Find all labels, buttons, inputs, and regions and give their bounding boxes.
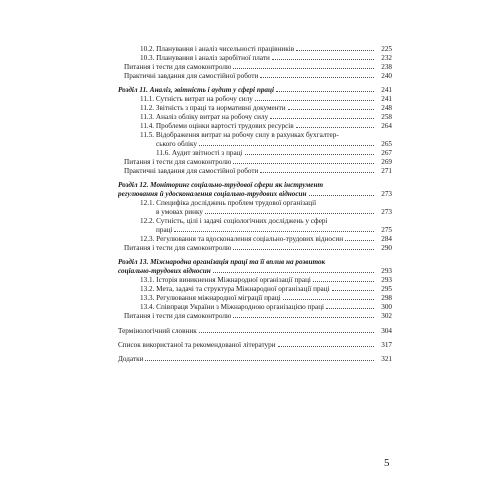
toc-entry-title: праці bbox=[156, 226, 173, 234]
toc-entry-title: Практичні завдання для самостійної роботи bbox=[124, 72, 259, 80]
dot-leader bbox=[272, 59, 374, 60]
toc-entry bbox=[140, 54, 392, 62]
dot-leader bbox=[332, 290, 374, 291]
toc-entry bbox=[140, 45, 392, 53]
toc-entry-title: 11.2. Звітність з праці та нормативні документи bbox=[140, 104, 286, 112]
dot-leader bbox=[174, 231, 374, 232]
toc-entry bbox=[124, 312, 392, 320]
toc-entry-title: Питання і тести для самоконтролю bbox=[124, 244, 232, 252]
toc-entry-title: Практичні завдання для самостійної роботи bbox=[124, 167, 259, 175]
toc-entry-page: 271 bbox=[381, 167, 392, 175]
toc-entry bbox=[140, 199, 392, 207]
toc-entry-title: соціально-трудових відносин bbox=[118, 267, 211, 275]
dot-leader bbox=[233, 317, 374, 318]
dot-leader bbox=[145, 360, 374, 361]
dot-leader bbox=[199, 145, 374, 146]
toc-entry-title: Питання і тести для самоконтролю bbox=[124, 158, 232, 166]
dot-leader bbox=[326, 308, 374, 309]
toc-entry-title: 11.3. Аналіз обліку витрат на робочу силу bbox=[140, 113, 269, 121]
toc-entry-page: 275 bbox=[381, 226, 392, 234]
toc-entry-page: 300 bbox=[381, 303, 392, 311]
dot-leader bbox=[260, 77, 374, 78]
toc-entry-page: 293 bbox=[381, 267, 392, 275]
toc-entry-page: 317 bbox=[381, 341, 392, 349]
toc-entry-title: 13.2. Мета, задачі та структура Міжнародної організації праці bbox=[140, 285, 330, 293]
dot-leader bbox=[313, 281, 374, 282]
toc-entry-title: Розділ 13. Міжнародна організація праці та її вплив на розвиток bbox=[118, 258, 326, 266]
toc-entry-title: Питання і тести для самоконтролю bbox=[124, 63, 232, 71]
toc-entry bbox=[118, 355, 392, 363]
toc-entry bbox=[124, 63, 392, 71]
toc-entry-page: 265 bbox=[381, 140, 392, 148]
toc-entry-title: 10.2. Планування і аналіз чисельності працівників bbox=[140, 45, 295, 53]
toc-entry bbox=[156, 140, 392, 148]
dot-leader bbox=[309, 195, 374, 196]
toc-entry bbox=[140, 294, 392, 302]
toc-entry-page: 304 bbox=[381, 327, 392, 335]
toc-entry-page: 295 bbox=[381, 285, 392, 293]
toc-entry-title: 12.1. Специфіка досліджень проблем трудової організації bbox=[140, 199, 317, 207]
toc-entry bbox=[156, 149, 392, 157]
toc-entry-page: 241 bbox=[381, 95, 392, 103]
toc-entry bbox=[118, 190, 392, 198]
dot-leader bbox=[260, 172, 374, 173]
toc-entry-title: 13.4. Співпраця України з Міжнародною організацією праці bbox=[140, 303, 325, 311]
toc-entry-title: регулювання й удосконалення соціально-трудових відносин bbox=[118, 190, 307, 198]
dot-leader bbox=[278, 346, 374, 347]
toc-entry bbox=[140, 217, 392, 225]
dot-leader bbox=[296, 127, 374, 128]
toc-entry-title: 13.3. Регулювання міжнародної міграції праці bbox=[140, 294, 281, 302]
toc-entry bbox=[118, 267, 392, 275]
toc-entry-title: Розділ 12. Моніторинг соціально-трудової сфери як інструмент bbox=[118, 181, 324, 189]
toc-entry-title: Термінологічний словник bbox=[118, 327, 197, 335]
toc-entry bbox=[156, 226, 392, 234]
toc-entry bbox=[140, 303, 392, 311]
toc-entry-title: Питання і тести для самоконтролю bbox=[124, 312, 232, 320]
toc-entry bbox=[140, 122, 392, 130]
dot-leader bbox=[199, 332, 374, 333]
toc-entry bbox=[156, 208, 392, 216]
toc-entry-page: 273 bbox=[381, 190, 392, 198]
toc-entry-page: 273 bbox=[381, 208, 392, 216]
toc-entry-title: 13.1. Історія виникнення Міжнародної організації праці bbox=[140, 276, 311, 284]
toc-entry-page: 293 bbox=[381, 276, 392, 284]
dot-leader bbox=[283, 299, 374, 300]
dot-leader bbox=[345, 240, 374, 241]
toc-entry bbox=[118, 327, 392, 335]
toc-entry bbox=[140, 285, 392, 293]
toc-entry-title: 12.3. Регулювання та вдосконалення соціально-трудових відносин bbox=[140, 235, 344, 243]
toc-entry-page: 241 bbox=[381, 86, 392, 94]
toc-entry bbox=[124, 158, 392, 166]
toc-entry bbox=[140, 235, 392, 243]
toc-entry-page: 248 bbox=[381, 104, 392, 112]
toc-entry-page: 232 bbox=[381, 54, 392, 62]
toc-entry-title: в умовах ринку bbox=[156, 208, 203, 216]
toc-entry bbox=[140, 113, 392, 121]
dot-leader bbox=[233, 163, 374, 164]
toc-entry bbox=[140, 276, 392, 284]
dot-leader bbox=[245, 154, 374, 155]
toc-entry bbox=[118, 341, 392, 349]
toc-entry-title: Розділ 11. Аналіз, звітність і аудит у сфері праці bbox=[118, 86, 274, 94]
toc-entry bbox=[124, 167, 392, 175]
toc-entry bbox=[124, 72, 392, 80]
dot-leader bbox=[205, 213, 374, 214]
toc-entry-page: 258 bbox=[381, 113, 392, 121]
dot-leader bbox=[288, 109, 374, 110]
toc-entry-page: 302 bbox=[381, 312, 392, 320]
toc-entry bbox=[124, 244, 392, 252]
toc-entry-page: 264 bbox=[381, 122, 392, 130]
dot-leader bbox=[296, 50, 374, 51]
toc-entry-page: 240 bbox=[381, 72, 392, 80]
dot-leader bbox=[270, 118, 374, 119]
toc-entry bbox=[140, 131, 392, 139]
toc-entry-title: Список використаної та рекомендованої літератури bbox=[118, 341, 276, 349]
toc-entry-page: 298 bbox=[381, 294, 392, 302]
toc-entry bbox=[140, 95, 392, 103]
toc-entry-page: 269 bbox=[381, 158, 392, 166]
toc-entry-title: ського обліку bbox=[156, 140, 197, 148]
toc-entry bbox=[118, 86, 392, 94]
toc-entry-title: 11.6. Аудит звітності з праці bbox=[156, 149, 243, 157]
toc-entry-page: 321 bbox=[381, 355, 392, 363]
dot-leader bbox=[233, 249, 374, 250]
toc-entry bbox=[118, 181, 392, 189]
toc-entry-title: 12.2. Сутність, цілі і задачі соціологічних досліджень у сфері bbox=[140, 217, 328, 225]
toc-entry-page: 284 bbox=[381, 235, 392, 243]
dot-leader bbox=[255, 100, 374, 101]
toc-entry-title: 10.3. Планування і аналіз заробітної плати bbox=[140, 54, 270, 62]
dot-leader bbox=[213, 272, 374, 273]
page-number: 5 bbox=[384, 457, 390, 469]
toc-entry-title: 11.5. Відображення витрат на робочу силу в рахунках бухгалтер- bbox=[140, 131, 339, 139]
toc-entry-page: 225 bbox=[381, 45, 392, 53]
toc-entry-page: 238 bbox=[381, 63, 392, 71]
toc-entry-title: 11.1. Сутність витрат на робочу силу bbox=[140, 95, 253, 103]
toc-entry-title: Додатки bbox=[118, 355, 144, 363]
toc-entry bbox=[118, 258, 392, 266]
dot-leader bbox=[233, 68, 374, 69]
toc-entry-title: 11.4. Проблеми оцінки вартості трудових ресурсів bbox=[140, 122, 294, 130]
dot-leader bbox=[276, 91, 374, 92]
toc-entry bbox=[140, 104, 392, 112]
toc-entry-page: 267 bbox=[381, 149, 392, 157]
toc-entry-page: 290 bbox=[381, 244, 392, 252]
